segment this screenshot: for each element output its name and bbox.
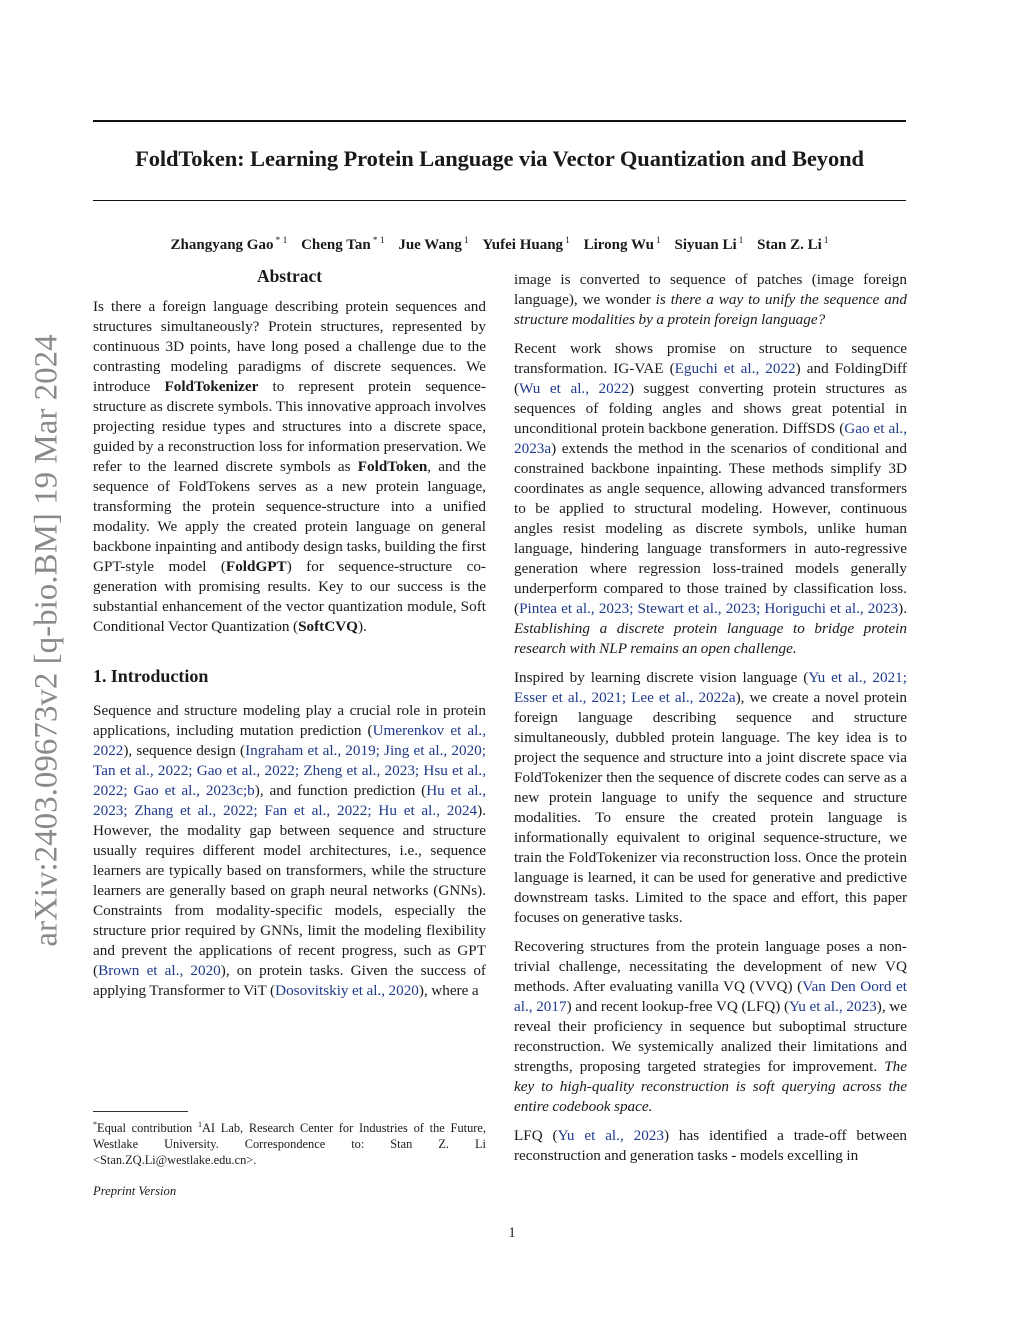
intro-paragraph: Sequence and structure modeling play a crucial role in protein applications, including mutation prediction (Umerenkov et al., 2022), sequence design (Ingraham et al., 2019; Jing et al., 2020; Tan et al., 2022; Gao et al., 2022; Zheng et al., 2023; Hsu et al., 2022; Gao et al., 2023c;b), and function prediction (Hu et al., 2023; Zhang et al., 2022; Fan et al., 2022; Hu et al., 2024). However, the modality gap between sequence and structure usually requires different model architectures, i.e., sequence learners are typically based on transformers, while the structure learners are generally based on graph neural networks (GNNs). Constraints from modality-specific models, especially the structure prior required by GNNs, limit the modeling flexibility and prevent the applications of recent progress, such as GPT (Brown et al., 2020), on protein tasks. Given the success of applying Transformer to ViT (Dosovitskiy et al., 2020), where a	[93, 702, 487, 999]
author: Lirong Wu $^1$	[583, 236, 661, 253]
citation-link[interactable]: Van Den Oord et al., 2017	[514, 978, 907, 1015]
body-paragraph: LFQ (Yu et al., 2023) has identified a trade-off between reconstruction and generation tasks - models excelling in	[514, 1127, 908, 1164]
citation-link[interactable]: Yu et al., 2023	[789, 998, 877, 1015]
abstract-text: Is there a foreign language describing protein sequences and structures simultaneously? Protein structures, represented by continuous 3D points, have long posed a challenge due to the contrasting modeling paradigms of discrete sequences. We introduce FoldTokenizer to represent protein sequence-structure as discrete symbols. This innovative approach involves projecting residue types and structures into a discrete space, guided by a reconstruction loss for information preservation. We refer to the learned discrete symbols as FoldToken, and the sequence of FoldTokens serves as a new protein language, transforming the protein sequence-structure into a unified modality. We apply the created protein language on general backbone inpainting and antibody design tasks, building the first GPT-style model (FoldGPT) for sequence-structure co-generation with promising results. Key to our success is the substantial enhancement of the vector quantization module, Soft Conditional Vector Quantization (SoftCVQ).	[93, 298, 486, 635]
citation-link[interactable]: Wu et al., 2022	[519, 380, 629, 397]
right-column	[514, 270, 907, 1175]
body-paragraph: Recovering structures from the protein language poses a non-trivial challenge, necessitating the development of new VQ methods. After evaluating vanilla VQ (VVQ) (Van Den Oord et al., 2017) and recent lookup-free VQ (LFQ) (Yu et al., 2023), we reveal their proficiency in sequence but suboptimal structure reconstruction. We systemically analized their limitations and strengths, proposing targeted strategies for improvement. The key to high-quality reconstruction is soft querying across the entire codebook space.	[514, 938, 907, 1115]
title-rule-top	[93, 120, 906, 122]
body-paragraph: Inspired by learning discrete vision language (Yu et al., 2021; Esser et al., 2021; Lee et al., 2022a), we create a novel protein foreign language describing sequence and structure simultaneously, dubbled protein language. The key idea is to project the sequence and structure into a joint discrete space via FoldTokenizer then the sequence of discrete codes can serve as a new protein language to unify the sequence and structure modalities. To ensure the created protein language is informationally equivalent to original sequence-structure, we train the FoldTokenizer via reconstruction loss. Once the protein language is learned, it can be used for generative and predictive downstream tasks. Limited to the space and effort, this paper focuses on generative tasks.	[514, 669, 908, 926]
citation-link[interactable]: Yu et al., 2021; Esser et al., 2021; Lee et al., 2022a	[514, 669, 907, 706]
author: Stan Z. Li $^1$	[757, 236, 829, 253]
author: Zhangyang Gao $^{* 1}$	[170, 236, 288, 253]
citation-link[interactable]: Pintea et al., 2023; Stewart et al., 2023; Horiguchi et al., 2023	[519, 600, 899, 617]
paper-title: FoldToken: Learning Protein Language via Vector Quantization and Beyond	[135, 146, 864, 171]
left-column	[93, 265, 486, 1010]
author: Cheng Tan $^{* 1}$	[301, 236, 385, 253]
citation-link[interactable]: Eguchi et al., 2022	[674, 360, 796, 377]
body-paragraph: Recent work shows promise on structure to sequence transformation. IG-VAE (Eguchi et al., 2022) and FoldingDiff (Wu et al., 2022) suggest converting protein structures as sequences of folding angles and shows great potential in unconditional protein backbone generation. DiffSDS (Gao et al., 2023a) extends the method in the scenarios of conditional and constrained backbone inpainting. These methods simplify 3D coordinates as angle sequence, allowing advanced transformers to be applied to structural modeling. However, continuous angles resist modeling as discrete symbols, unlike human language, hindering language transformers in auto-regressive generation where regression loss-trained models generally underperform compared to those trained by classification loss. (Pintea et al., 2023; Stewart et al., 2023; Horiguchi et al., 2023). Establishing a discrete protein language to bridge protein research with NLP remains an open challenge.	[514, 340, 908, 657]
title-rule-bottom	[93, 200, 906, 201]
citation-link[interactable]: Gao et al., 2023a	[514, 420, 908, 457]
footnote: *Equal contribution $^1$AI Lab, Research Center for Industries of the Future, Westlake University. Correspondence to: Stan Z. Li <Stan.ZQ.Li@westlake.edu.cn>.	[93, 1120, 487, 1168]
body-paragraph: image is converted to sequence of patches (image foreign language), we wonder is there a way to unify the sequence and structure modalities by a protein foreign language?	[514, 271, 907, 328]
abstract-heading: Abstract	[256, 266, 323, 286]
citation-link[interactable]: Ingraham et al., 2019; Jing et al., 2020; Tan et al., 2022; Gao et al., 2022; Zheng et al., 2023; Hsu et al., 2022; Gao et al., 2023c;b	[93, 742, 486, 799]
citation-link[interactable]: Yu et al., 2023	[557, 1127, 664, 1144]
page-number: 1	[508, 1225, 516, 1241]
author: Jue Wang $^1$	[398, 236, 469, 253]
arxiv-identifier: arXiv:2403.09673v2 [q-bio.BM] 19 Mar 2024	[28, 333, 65, 947]
footnote-rule	[93, 1111, 188, 1112]
arxiv-sidebar-stamp	[30, 320, 64, 960]
citation-link[interactable]: Umerenkov et al., 2022	[93, 722, 486, 759]
preprint-label: Preprint Version	[93, 1184, 177, 1198]
citation-link[interactable]: Hu et al., 2023; Zhang et al., 2022; Fan et al., 2022; Hu et al., 2024	[93, 782, 487, 819]
citation-link[interactable]: Dosovitskiy et al., 2020	[275, 982, 419, 999]
section-heading-introduction: 1. Introduction	[93, 666, 209, 686]
author: Siyuan Li $^1$	[674, 236, 744, 253]
citation-link[interactable]: Brown et al., 2020	[98, 962, 221, 979]
author-list	[93, 236, 906, 254]
author: Yufei Huang $^1$	[482, 236, 570, 253]
